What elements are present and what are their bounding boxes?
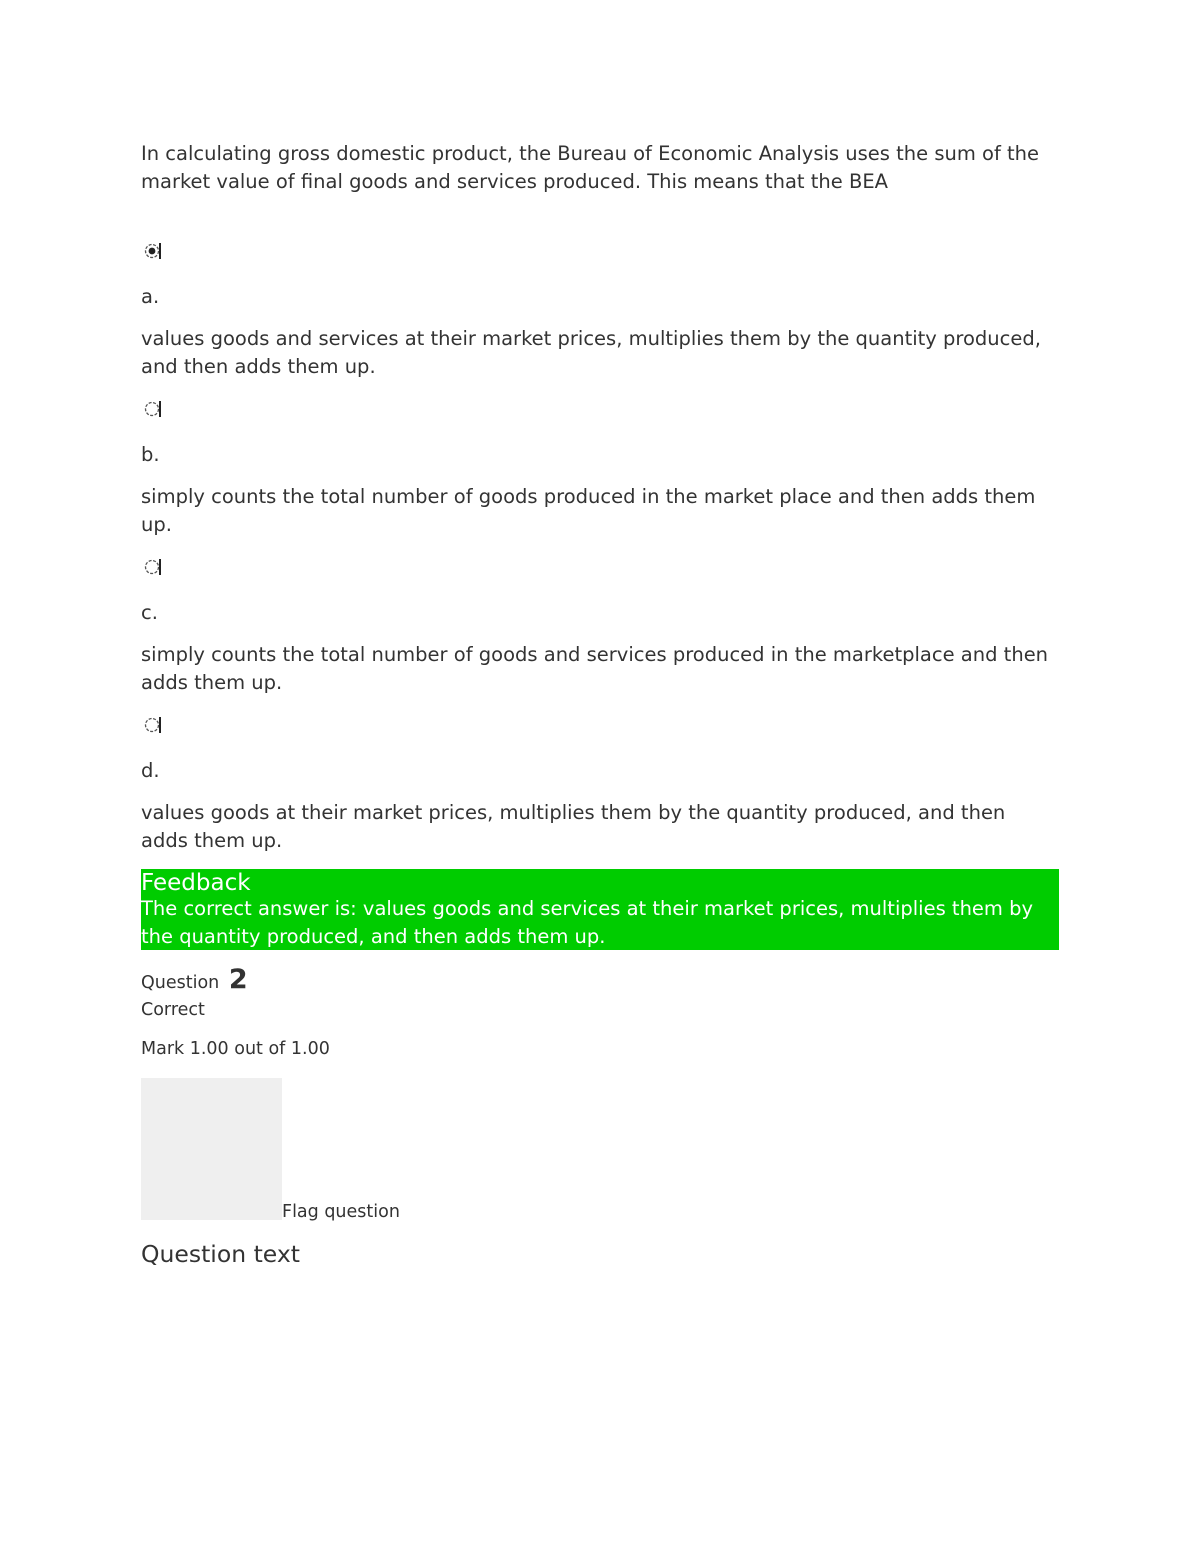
question-number (141, 966, 248, 997)
option-a-text[interactable]: values goods and services at their market prices, multiplies them by the quantity produced, and then adds them up. (141, 327, 1041, 378)
radio-unchecked-icon (143, 399, 163, 419)
question-1-prompt: In calculating gross domestic product, the Bureau of Economic Analysis uses the sum of the market value of final goods and services produced. This means that the BEA (141, 142, 1040, 193)
radio-checked-icon (143, 241, 163, 261)
option-b-radio[interactable] (143, 399, 163, 419)
option-c-radio[interactable] (143, 557, 163, 577)
option-d-letter: d. (141, 759, 160, 782)
option-a-letter: a. (141, 285, 160, 308)
feedback-panel (141, 869, 1059, 950)
question-number-value: 2 (228, 964, 248, 995)
feedback-text: The correct answer is: values goods and services at their market prices, multiplies them by the quantity produced, and then adds them up. (141, 897, 1034, 948)
question-label: Question (141, 973, 220, 993)
option-d-radio[interactable] (143, 715, 163, 735)
question-state: Correct (141, 1000, 205, 1020)
option-b-letter: b. (141, 443, 160, 466)
radio-unchecked-icon (143, 715, 163, 735)
option-a-radio[interactable] (143, 241, 163, 261)
feedback-heading: Feedback (141, 870, 251, 896)
option-d-text[interactable]: values goods at their market prices, multiplies them by the quantity produced, and then adds them up. (141, 801, 1006, 852)
question-text-heading: Question text (141, 1240, 300, 1268)
question-mark: Mark 1.00 out of 1.00 (141, 1039, 330, 1059)
option-b-text[interactable]: simply counts the total number of goods produced in the market place and then adds them up. (141, 485, 1036, 536)
option-c-letter: c. (141, 601, 158, 624)
radio-unchecked-icon (143, 557, 163, 577)
flag-question-link[interactable]: Flag question (282, 1202, 400, 1222)
option-c-text[interactable]: simply counts the total number of goods and services produced in the marketplace and then adds them up. (141, 643, 1049, 694)
flag-icon[interactable] (141, 1078, 282, 1220)
